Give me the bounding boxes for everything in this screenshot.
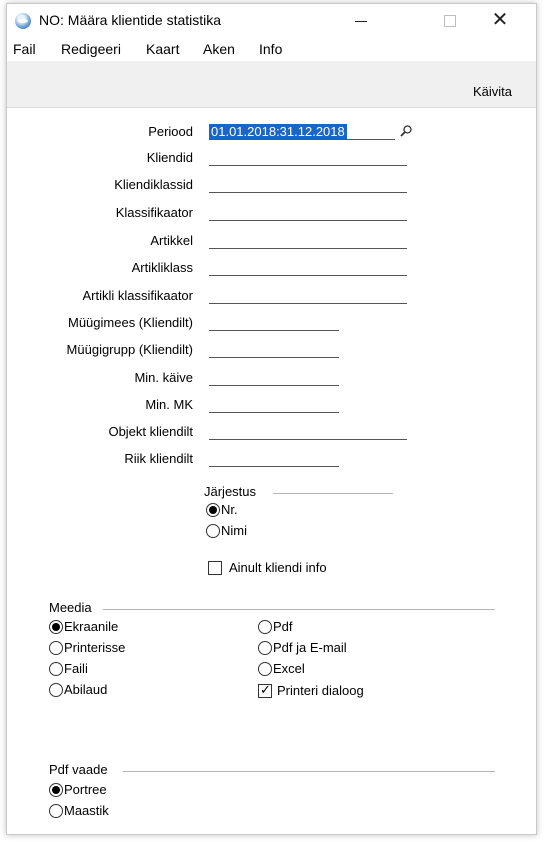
- item-field[interactable]: [209, 233, 407, 249]
- period-value: 01.01.2018:31.12.2018: [211, 124, 345, 139]
- pdf-view-group-title: Pdf vaade: [49, 762, 108, 777]
- sort-name-radio[interactable]: [206, 524, 220, 538]
- only-client-info-checkbox[interactable]: [208, 561, 222, 575]
- minimize-button[interactable]: [339, 4, 385, 37]
- classifier-field[interactable]: [209, 205, 407, 221]
- item-label: Artikkel: [150, 233, 193, 248]
- media-file-label: Faili: [64, 661, 88, 676]
- app-icon: [15, 13, 31, 29]
- pdf-portrait-radio[interactable]: [49, 783, 63, 797]
- window-title: NO: Määra klientide statistika: [39, 12, 222, 28]
- country-field[interactable]: [209, 451, 339, 467]
- client-classes-field[interactable]: [209, 177, 407, 193]
- media-pdf-email-label: Pdf ja E-mail: [273, 640, 347, 655]
- media-file-radio[interactable]: [49, 662, 63, 676]
- item-class-field[interactable]: [209, 260, 407, 276]
- min-turnover-field[interactable]: [209, 370, 339, 386]
- media-screen-radio[interactable]: [49, 620, 63, 634]
- object-label: Objekt kliendilt: [108, 424, 193, 439]
- media-clipboard-radio[interactable]: [49, 683, 63, 697]
- menu-kaart[interactable]: Kaart: [146, 41, 180, 57]
- sort-name-label: Nimi: [221, 523, 247, 538]
- item-classifier-field[interactable]: [209, 288, 407, 304]
- sort-group-title: Järjestus: [204, 484, 257, 499]
- pdf-landscape-label: Maastik: [64, 803, 109, 818]
- media-pdf-label: Pdf: [273, 619, 293, 634]
- minimize-icon: [355, 21, 367, 22]
- salesman-label: Müügimees (Kliendilt): [68, 315, 193, 330]
- maximize-icon: [444, 15, 456, 27]
- item-classifier-label: Artikli klassifikaator: [82, 288, 193, 303]
- media-group-title: Meedia: [49, 600, 92, 615]
- min-gp-label: Min. MK: [145, 397, 193, 412]
- sort-nr-label: Nr.: [221, 502, 238, 517]
- run-button[interactable]: Käivita: [472, 84, 512, 99]
- menu-fail[interactable]: Fail: [13, 41, 36, 57]
- search-icon[interactable]: [399, 124, 413, 138]
- sales-group-field[interactable]: [209, 342, 339, 358]
- media-printer-label: Printerisse: [64, 640, 126, 655]
- period-field[interactable]: [209, 124, 395, 140]
- only-client-info-label: Ainult kliendi info: [229, 560, 327, 575]
- min-gp-field[interactable]: [209, 397, 339, 413]
- menu-aken[interactable]: Aken: [203, 41, 235, 57]
- country-label: Riik kliendilt: [124, 451, 193, 466]
- media-pdf-email-radio[interactable]: [258, 641, 272, 655]
- printer-dialog-checkbox[interactable]: [258, 684, 272, 698]
- media-screen-label: Ekraanile: [64, 619, 119, 634]
- clients-label: Kliendid: [146, 150, 193, 165]
- printer-dialog-label: Printeri dialoog: [277, 683, 364, 698]
- title-bar: [7, 4, 536, 37]
- item-class-label: Artikliklass: [131, 260, 193, 275]
- media-excel-radio[interactable]: [258, 662, 272, 676]
- clients-field[interactable]: [209, 150, 407, 166]
- sales-group-label: Müügigrupp (Kliendilt): [66, 342, 193, 357]
- media-printer-radio[interactable]: [49, 641, 63, 655]
- client-classes-label: Kliendiklassid: [114, 177, 193, 192]
- pdf-landscape-radio[interactable]: [49, 804, 63, 818]
- pdf-view-group-line: [123, 771, 495, 772]
- media-group-line: [103, 609, 495, 610]
- object-field[interactable]: [209, 424, 407, 440]
- menu-bar: [7, 38, 536, 60]
- sort-group-line: [273, 493, 393, 494]
- period-label: Periood: [148, 124, 193, 139]
- media-pdf-radio[interactable]: [258, 620, 272, 634]
- media-clipboard-label: Abilaud: [64, 682, 108, 697]
- media-excel-label: Excel: [273, 661, 305, 676]
- classifier-label: Klassifikaator: [115, 205, 193, 220]
- maximize-button[interactable]: [427, 4, 473, 37]
- menu-info[interactable]: Info: [259, 41, 283, 57]
- sort-nr-radio[interactable]: [206, 503, 220, 517]
- toolbar: [7, 61, 536, 108]
- report-window: [6, 3, 537, 835]
- min-turnover-label: Min. käive: [134, 370, 193, 385]
- menu-redigeeri[interactable]: Redigeeri: [61, 41, 121, 57]
- close-button[interactable]: ✕: [491, 9, 509, 31]
- pdf-portrait-label: Portree: [64, 782, 107, 797]
- salesman-field[interactable]: [209, 315, 339, 331]
